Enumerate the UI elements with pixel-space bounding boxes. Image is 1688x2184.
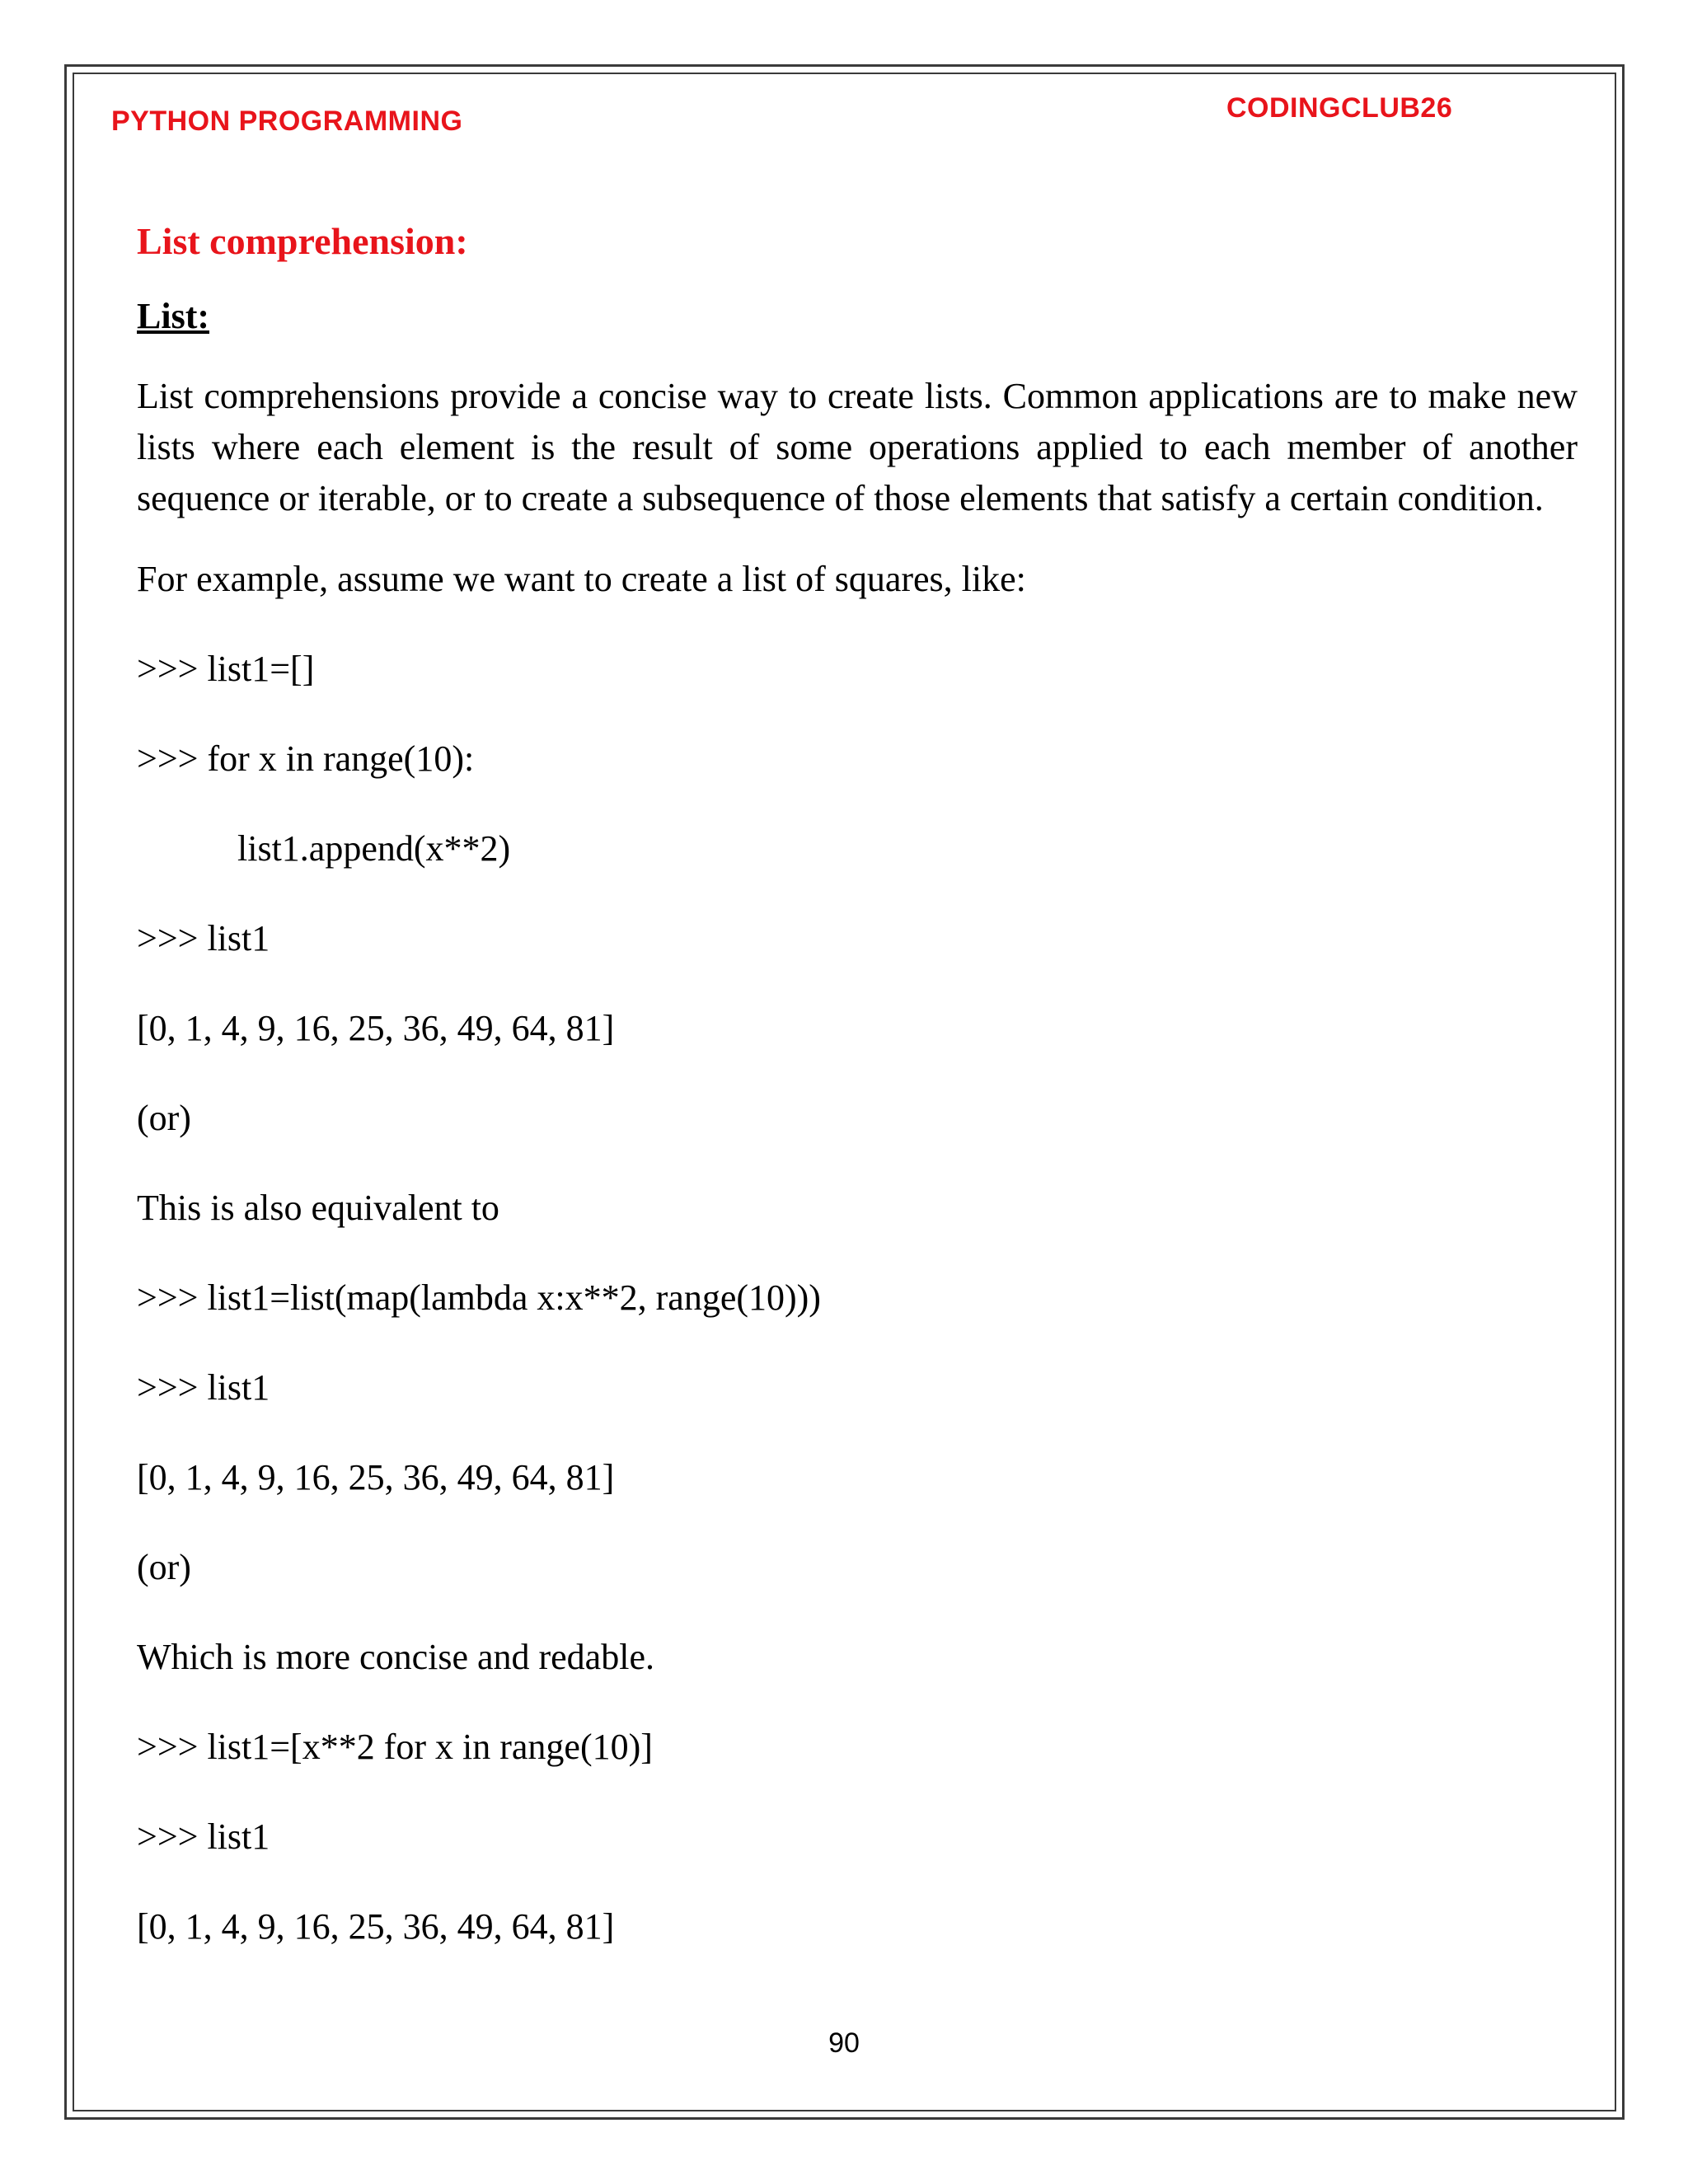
- intro-paragraph: List comprehensions provide a concise way to create lists. Common applications are to make new lists where each element is the result of some operations applied to each member of another sequence or iterable, or to create a subsequence of those elements that satisfy a certain condition.: [137, 376, 1578, 518]
- code-line: >>> list1=[]: [137, 649, 315, 689]
- section-title: List comprehension:: [137, 220, 468, 262]
- code-line: >>> list1: [137, 1816, 270, 1857]
- code-line: >>> list1=list(map(lambda x:x**2, range(10))): [137, 1277, 821, 1318]
- code-line: >>> list1: [137, 918, 270, 958]
- output-line: [0, 1, 4, 9, 16, 25, 36, 49, 64, 81]: [137, 1457, 615, 1497]
- page-content: [137, 213, 1578, 1952]
- header-right-title: CODINGCLUB26: [1226, 92, 1453, 124]
- header-left-title: PYTHON PROGRAMMING: [111, 105, 463, 137]
- page-number: 90: [828, 2027, 860, 2059]
- output-line: [0, 1, 4, 9, 16, 25, 36, 49, 64, 81]: [137, 1906, 615, 1947]
- output-line: [0, 1, 4, 9, 16, 25, 36, 49, 64, 81]: [137, 1008, 615, 1048]
- code-line: >>> list1=[x**2 for x in range(10)]: [137, 1727, 653, 1767]
- text-line: Which is more concise and redable.: [137, 1637, 654, 1677]
- text-line: This is also equivalent to: [137, 1188, 499, 1228]
- separator-or: (or): [137, 1547, 191, 1587]
- code-line: >>> for x in range(10):: [137, 738, 475, 779]
- subheading-list: List:: [137, 296, 209, 336]
- example-intro-line: For example, assume we want to create a list of squares, like:: [137, 559, 1026, 599]
- code-line-indented: list1.append(x**2): [237, 828, 511, 869]
- code-line: >>> list1: [137, 1367, 270, 1408]
- separator-or: (or): [137, 1098, 191, 1138]
